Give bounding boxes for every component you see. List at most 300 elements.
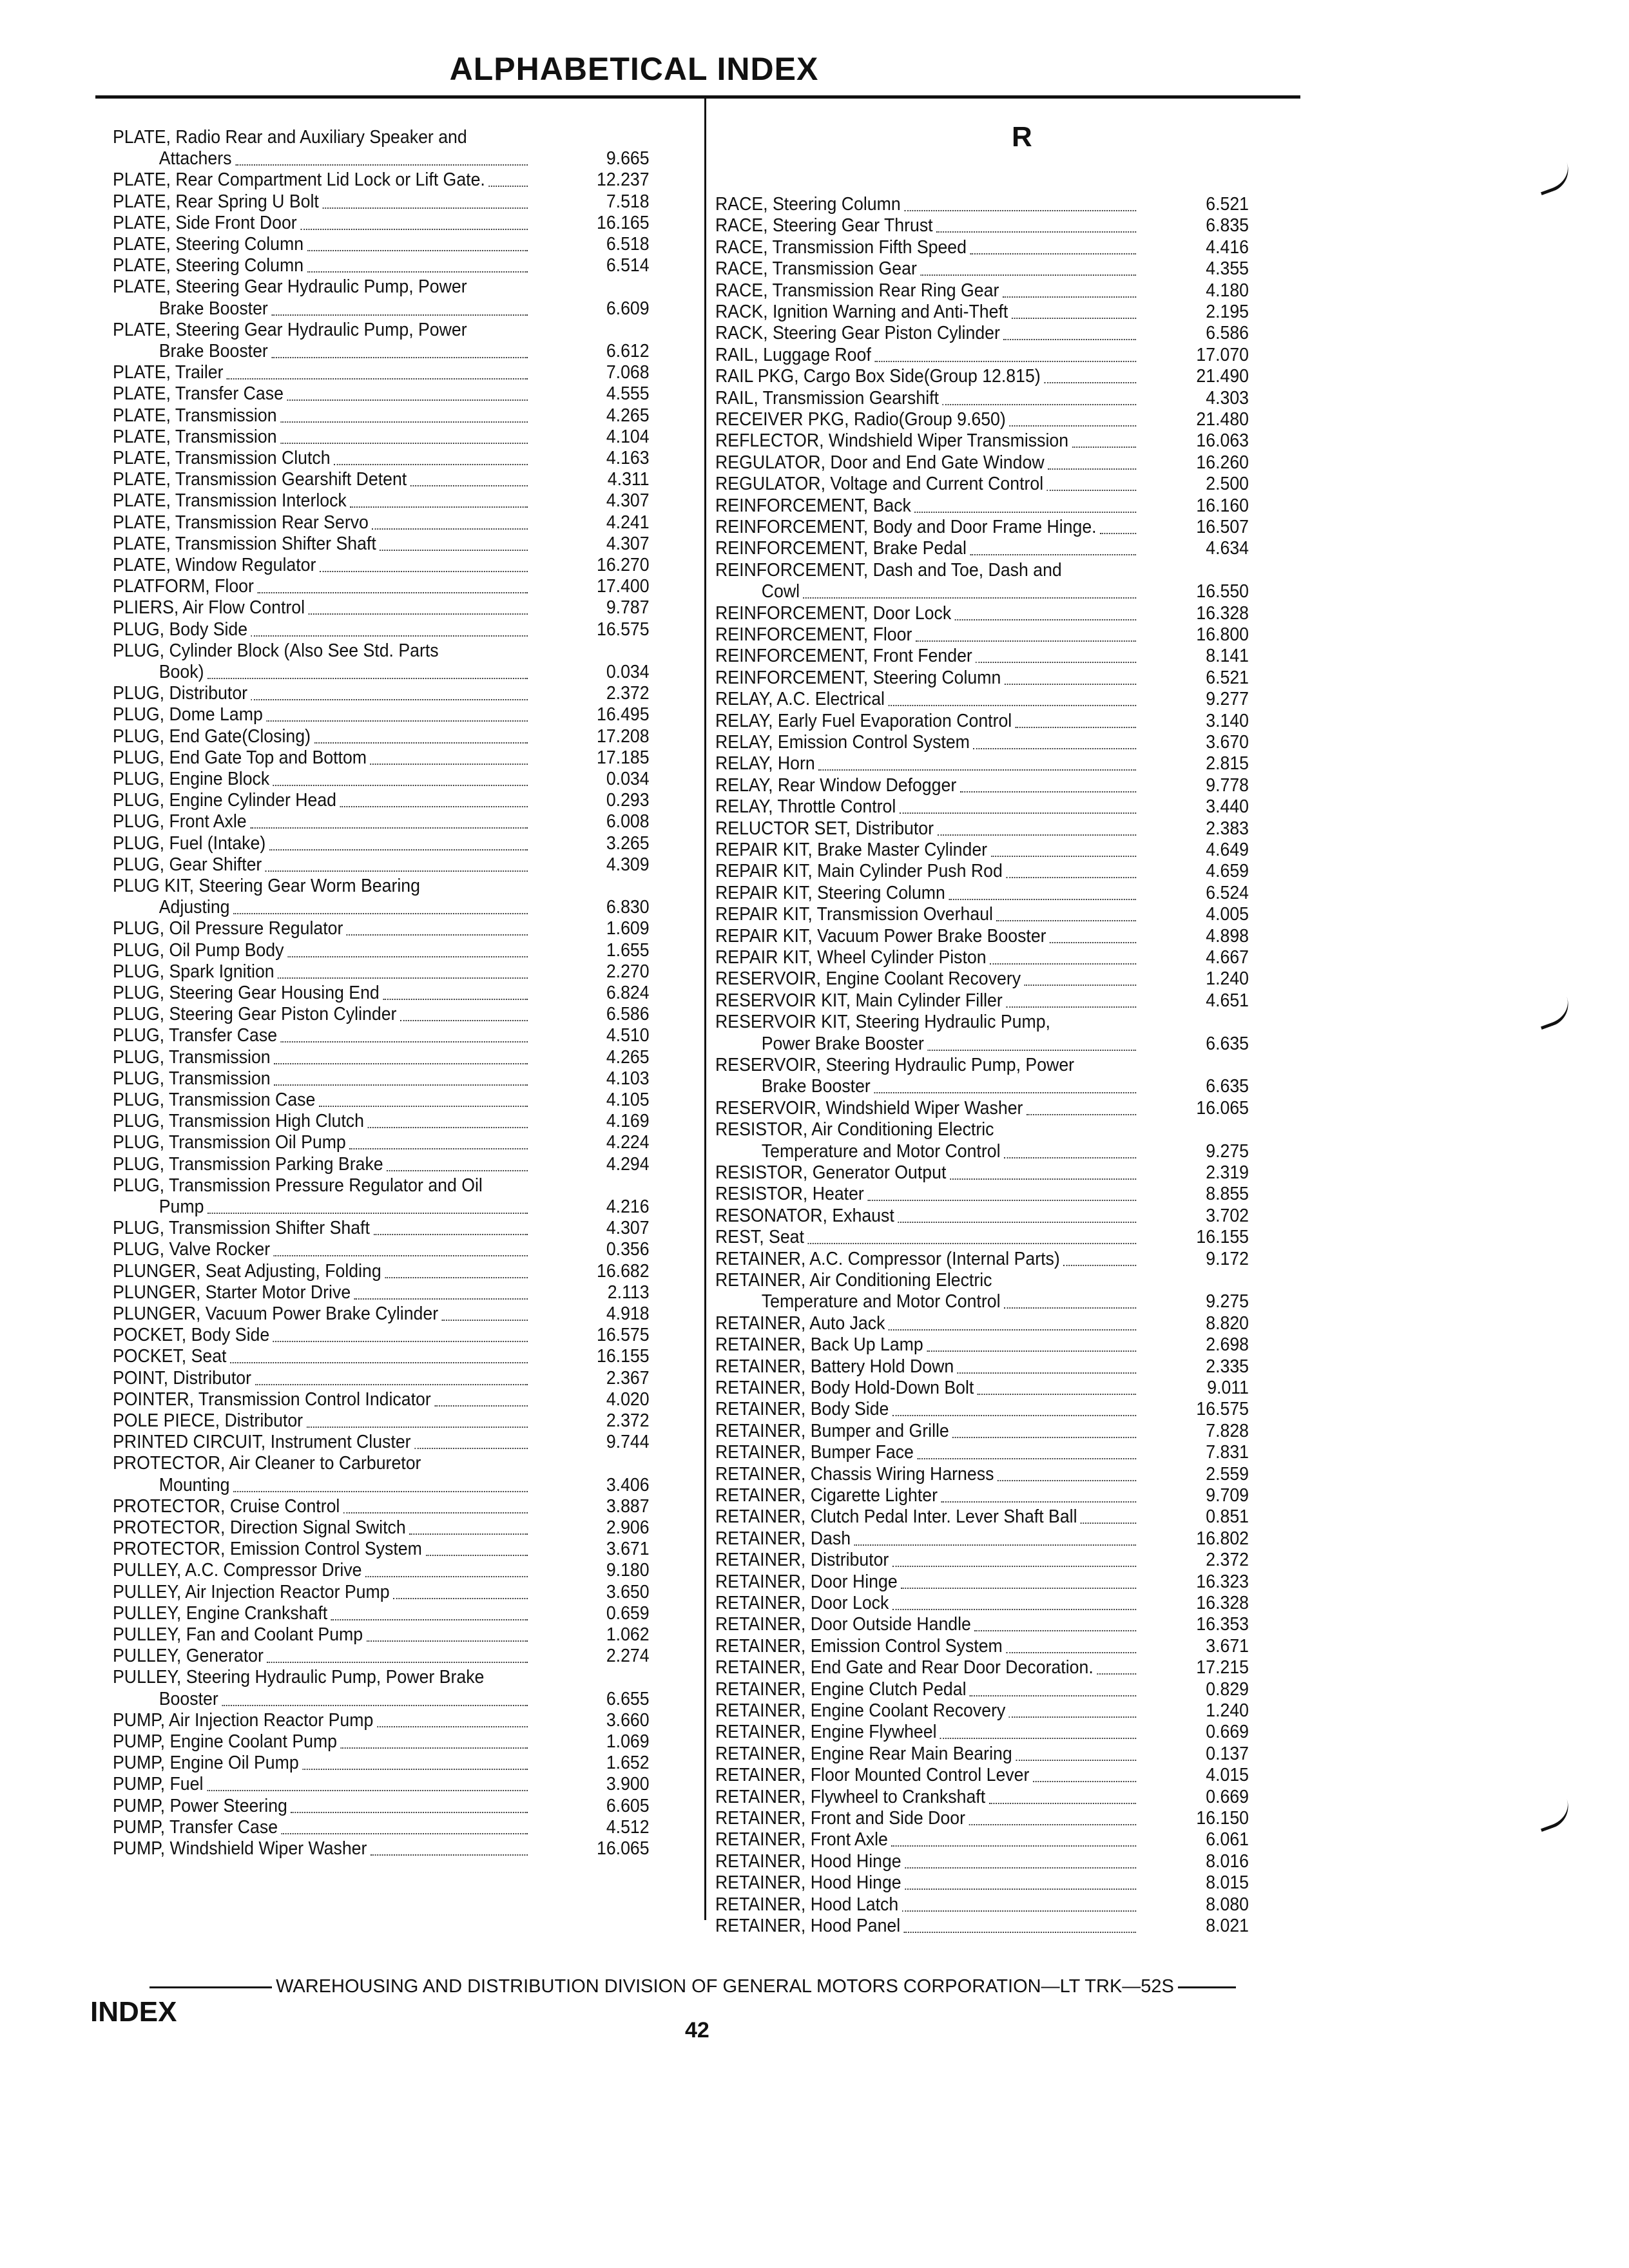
index-entry [715, 882, 1260, 904]
dot-leader [307, 1427, 528, 1428]
dot-leader [385, 1277, 528, 1278]
entry-text: RACE, Transmission Rear Ring Gear [715, 280, 999, 301]
entry-page-ref: 2.372 [1206, 1550, 1249, 1571]
entry-text: PLATE, Transfer Case [113, 383, 284, 405]
entry-page-ref: 4.651 [1206, 990, 1249, 1011]
dot-leader [1004, 1157, 1136, 1158]
entry-text: PUMP, Fuel [113, 1774, 204, 1795]
entry-page-ref: 7.828 [1206, 1420, 1249, 1441]
dot-leader [280, 421, 528, 423]
entry-page-ref: 16.328 [1196, 602, 1249, 624]
entry-page-ref: 6.655 [606, 1688, 650, 1709]
entry-text: RELAY, A.C. Electrical [715, 689, 885, 710]
entry-text: RETAINER, Engine Coolant Recovery [715, 1700, 1006, 1721]
entry-text: RAIL, Transmission Gearshift [715, 387, 939, 408]
entry-text: PLATE, Transmission Clutch [113, 448, 331, 468]
index-entry [715, 1549, 1260, 1571]
publisher-line [90, 1976, 1295, 2002]
entry-text: REINFORCEMENT, Door Lock [715, 602, 952, 624]
index-entry [113, 148, 650, 169]
entry-page-ref: 1.652 [606, 1753, 650, 1774]
entry-text: PLATE, Transmission Interlock [113, 490, 347, 512]
index-entry [715, 1613, 1260, 1635]
index-entry [715, 280, 1260, 302]
entry-page-ref: 17.185 [596, 747, 650, 768]
index-entry [715, 968, 1260, 990]
index-entry [113, 533, 650, 555]
entry-text: RETAINER, Air Conditioning Electric [715, 1270, 992, 1291]
entry-text: RELAY, Emission Control System [715, 732, 970, 753]
entry-page-ref: 6.609 [606, 298, 650, 319]
index-entry [113, 1688, 650, 1710]
entry-page-ref: 0.356 [606, 1239, 650, 1260]
index-entry [715, 1657, 1260, 1678]
entry-page-ref: 1.240 [1206, 1700, 1249, 1721]
entry-text: REINFORCEMENT, Floor [715, 624, 912, 645]
index-entry [113, 1175, 650, 1196]
entry-text: Book) [159, 662, 204, 682]
entry-page-ref: 6.586 [606, 1004, 650, 1025]
dot-leader [273, 1255, 528, 1256]
index-entry [715, 1097, 1260, 1119]
index-entry [715, 903, 1260, 925]
entry-page-ref: 0.137 [1206, 1743, 1249, 1764]
entry-text: PLUG, Front Axle [113, 811, 247, 832]
entry-page-ref: 4.216 [606, 1196, 650, 1217]
entry-text: PLUG, Engine Block [113, 769, 270, 789]
dot-leader [426, 1555, 528, 1556]
index-entry [113, 789, 650, 811]
entry-text: POCKET, Body Side [113, 1325, 270, 1346]
entry-text: PUMP, Transfer Case [113, 1816, 278, 1838]
entry-text: RETAINER, Hood Latch [715, 1894, 899, 1915]
dot-leader [1048, 468, 1136, 470]
scan-mark [1534, 997, 1575, 1030]
index-entry [715, 1528, 1260, 1550]
entry-page-ref: 2.372 [606, 1410, 650, 1431]
entry-page-ref: 4.103 [606, 1068, 650, 1089]
entry-page-ref: 9.787 [606, 597, 650, 619]
entry-page-ref: 16.495 [596, 704, 650, 726]
index-entry [113, 1324, 650, 1346]
dot-leader [1097, 1673, 1136, 1675]
entry-page-ref: 16.800 [1196, 624, 1249, 645]
entry-text: RETAINER, Door Lock [715, 1593, 889, 1613]
index-entry [113, 1838, 650, 1860]
index-entry [715, 774, 1260, 796]
dot-leader [936, 231, 1136, 233]
index-entry [715, 1269, 1260, 1291]
entry-text: REINFORCEMENT, Brake Pedal [715, 538, 967, 559]
dot-leader [331, 1619, 528, 1620]
entry-text: Booster [159, 1688, 218, 1709]
entry-page-ref: 16.575 [596, 1325, 650, 1346]
entry-text: RAIL PKG, Cargo Box Side(Group 12.815) [715, 366, 1041, 387]
entry-text: Attachers [159, 148, 232, 169]
entry-page-ref: 3.671 [1206, 1635, 1249, 1657]
index-entry [113, 597, 650, 619]
entry-page-ref: 16.575 [1196, 1399, 1249, 1420]
entry-page-ref: 8.015 [1206, 1872, 1249, 1894]
entry-text: RETAINER, Flywheel to Crankshaft [715, 1786, 986, 1807]
entry-text: PULLEY, Generator [113, 1646, 264, 1667]
entry-text: REPAIR KIT, Vacuum Power Brake Booster [715, 925, 1046, 947]
dot-leader [1045, 382, 1137, 383]
entry-text: PLUG, Steering Gear Piston Cylinder [113, 1004, 397, 1025]
footer-rule-left [149, 1986, 272, 1988]
index-entry [715, 753, 1260, 774]
entry-text: RETAINER, Bumper Face [715, 1442, 914, 1463]
dot-leader [1007, 877, 1136, 878]
index-entry [113, 1068, 650, 1090]
index-entry [715, 1356, 1260, 1378]
dot-leader [952, 1437, 1136, 1438]
entry-text: RETAINER, A.C. Compressor (Internal Parts) [715, 1248, 1060, 1269]
entry-text: RACE, Transmission Gear [715, 258, 917, 280]
index-entry [113, 1666, 650, 1688]
dot-leader [1003, 339, 1136, 340]
index-entry [715, 344, 1260, 366]
entry-page-ref: 2.113 [607, 1282, 650, 1303]
dot-leader [905, 1867, 1136, 1869]
entry-page-ref: 6.518 [606, 234, 650, 255]
index-entry [113, 682, 650, 704]
entry-page-ref: 4.265 [606, 1046, 650, 1068]
entry-page-ref: 4.512 [606, 1816, 650, 1838]
dot-leader [949, 899, 1136, 900]
index-entry [113, 1389, 650, 1410]
dot-leader [955, 619, 1137, 620]
entry-page-ref: 4.355 [1206, 258, 1249, 280]
index-entry [113, 1452, 650, 1474]
dot-leader [442, 1320, 528, 1321]
publisher-text: WAREHOUSING AND DISTRIBUTION DIVISION OF GENERAL MOTORS CORPORATION—LT TRK—52S [276, 1976, 1174, 1997]
dot-leader [274, 1084, 528, 1086]
entry-text: PLUG, Transmission High Clutch [113, 1111, 364, 1132]
entry-text: REINFORCEMENT, Body and Door Frame Hinge. [715, 517, 1097, 537]
entry-page-ref: 1.062 [606, 1624, 650, 1645]
index-entry [715, 860, 1260, 882]
dot-leader [302, 1769, 528, 1770]
entry-page-ref: 9.011 [1207, 1378, 1249, 1398]
dot-leader [370, 764, 528, 765]
index-entry [113, 939, 650, 961]
entry-page-ref: 16.150 [1196, 1808, 1249, 1829]
entry-text: RESERVOIR, Windshield Wiper Washer [715, 1097, 1023, 1119]
entry-text: PLUG, Steering Gear Housing End [113, 983, 380, 1003]
entry-text: RETAINER, Floor Mounted Control Lever [715, 1765, 1030, 1786]
dot-leader [227, 378, 528, 380]
entry-page-ref: 4.104 [606, 426, 650, 447]
entry-text: REPAIR KIT, Steering Column [715, 882, 945, 903]
index-entry [715, 1786, 1260, 1808]
index-entry [113, 704, 650, 726]
dot-leader [950, 1178, 1136, 1180]
dot-leader [1063, 1265, 1136, 1266]
index-entry [113, 340, 650, 362]
entry-page-ref: 2.195 [1206, 302, 1249, 322]
dot-leader [978, 1394, 1137, 1395]
entry-text: PLATFORM, Floor [113, 576, 254, 597]
dot-leader [957, 1372, 1136, 1374]
entry-page-ref: 6.635 [1206, 1033, 1249, 1054]
index-entry [113, 1196, 650, 1218]
entry-page-ref: 6.605 [606, 1795, 650, 1816]
entry-page-ref: 3.406 [606, 1474, 650, 1495]
index-entry [113, 1538, 650, 1560]
index-entry [715, 1829, 1260, 1850]
dot-leader [970, 1695, 1137, 1696]
entry-page-ref: 2.367 [606, 1367, 650, 1389]
dot-leader [970, 253, 1137, 255]
entry-page-ref: 4.634 [1206, 538, 1249, 559]
dot-leader [808, 1243, 1137, 1244]
index-entry [113, 896, 650, 918]
entry-page-ref: 9.172 [1206, 1248, 1249, 1269]
dot-leader [904, 1932, 1137, 1933]
entry-page-ref: 4.163 [606, 448, 650, 468]
entry-page-ref: 16.260 [1196, 452, 1249, 473]
dot-leader [278, 977, 528, 979]
dot-leader [942, 404, 1136, 405]
entry-text: Brake Booster [159, 298, 268, 319]
index-entry [113, 447, 650, 469]
entry-page-ref: 2.906 [606, 1517, 650, 1538]
entry-text: RACE, Steering Gear Thrust [715, 215, 933, 236]
index-entry [715, 1764, 1260, 1786]
index-entry [715, 818, 1260, 840]
entry-page-ref: 2.274 [606, 1646, 650, 1667]
index-entry [113, 1131, 650, 1153]
entry-text: PLATE, Radio Rear and Auxiliary Speaker and [113, 127, 467, 148]
entry-page-ref: 4.307 [606, 1218, 650, 1239]
page-title: ALPHABETICAL INDEX [449, 51, 819, 87]
index-entry [715, 990, 1260, 1012]
dot-leader [973, 748, 1136, 749]
entry-page-ref: 16.353 [1196, 1614, 1249, 1635]
entry-page-ref: 4.309 [606, 854, 650, 875]
entry-text: RETAINER, Hood Panel [715, 1916, 901, 1936]
entry-page-ref: 16.065 [1196, 1097, 1249, 1119]
index-entry [113, 1238, 650, 1260]
entry-page-ref: 2.698 [1206, 1334, 1249, 1356]
dot-leader [265, 870, 528, 872]
entry-page-ref: 12.237 [596, 169, 650, 191]
entry-text: PUMP, Engine Coolant Pump [113, 1731, 338, 1752]
entry-page-ref: 21.480 [1196, 409, 1249, 430]
entry-text: PLATE, Rear Compartment Lid Lock or Lift Gate. [113, 169, 485, 191]
entry-page-ref: 2.319 [1206, 1162, 1249, 1183]
entry-page-ref: 9.709 [1206, 1485, 1249, 1506]
entry-text: PLUG, Fuel (Intake) [113, 832, 266, 854]
dot-leader [380, 550, 528, 551]
index-entry [113, 982, 650, 1004]
entry-page-ref: 7.518 [606, 191, 650, 212]
entry-text: PLUNGER, Vacuum Power Brake Cylinder [113, 1303, 439, 1324]
dot-leader [383, 999, 528, 1000]
entry-text: PLUG, Body Side [113, 619, 248, 640]
entry-page-ref: 8.855 [1206, 1184, 1249, 1205]
entry-page-ref: 2.500 [1206, 474, 1249, 495]
dot-leader [1072, 447, 1136, 448]
entry-text: RETAINER, Hood Hinge [715, 1872, 901, 1894]
dot-leader [976, 662, 1136, 663]
entry-page-ref: 2.270 [606, 961, 650, 982]
index-entry [113, 255, 650, 276]
entry-text: RESERVOIR, Engine Coolant Recovery [715, 968, 1021, 990]
dot-leader [410, 485, 528, 486]
dot-leader [803, 597, 1136, 599]
entry-page-ref: 6.835 [1206, 215, 1249, 236]
index-entry [113, 233, 650, 255]
entry-text: PLUG, Valve Rocker [113, 1239, 271, 1260]
index-entry [113, 1089, 650, 1111]
index-entry [715, 1205, 1260, 1227]
column-divider [704, 98, 706, 1920]
index-entry [715, 1119, 1260, 1140]
dot-leader [266, 720, 528, 722]
entry-text: PULLEY, Steering Hydraulic Pump, Power Brake [113, 1667, 485, 1688]
dot-leader [1007, 1006, 1136, 1008]
entry-text: RELUCTOR SET, Distributor [715, 818, 934, 839]
index-entry [715, 1291, 1260, 1312]
entry-page-ref: 16.155 [596, 1346, 650, 1367]
entry-page-ref: 2.815 [1206, 753, 1249, 774]
dot-leader [892, 1566, 1136, 1567]
entry-text: Cowl [761, 581, 800, 602]
index-entry [715, 1463, 1260, 1485]
dot-leader [267, 1662, 528, 1663]
dot-leader [990, 963, 1136, 965]
dot-leader [1003, 296, 1136, 298]
entry-text: PLUNGER, Starter Motor Drive [113, 1282, 351, 1303]
dot-leader [309, 613, 528, 615]
dot-leader [414, 1448, 528, 1449]
entry-page-ref: 0.034 [606, 769, 650, 789]
dot-leader [938, 834, 1136, 836]
dot-leader [889, 1329, 1137, 1331]
dot-leader [991, 856, 1136, 857]
index-entry [113, 619, 650, 640]
index-entry [715, 1226, 1260, 1248]
entry-text: RACK, Steering Gear Piston Cylinder [715, 323, 1000, 344]
entry-text: RETAINER, Engine Flywheel [715, 1722, 937, 1743]
index-entry [715, 516, 1260, 538]
entry-text: POINTER, Transmission Control Indicator [113, 1389, 431, 1410]
entry-page-ref: 3.670 [1206, 732, 1249, 753]
entry-text: Temperature and Motor Control [761, 1291, 1001, 1312]
entry-text: PUMP, Windshield Wiper Washer [113, 1838, 367, 1859]
entry-text: PLATE, Transmission [113, 426, 277, 447]
entry-text: RETAINER, Engine Clutch Pedal [715, 1678, 967, 1700]
entry-page-ref: 0.851 [1206, 1506, 1249, 1528]
index-entry [113, 1773, 650, 1795]
entry-text: RELAY, Rear Window Defogger [715, 774, 957, 796]
index-entry [113, 1003, 650, 1025]
index-entry [113, 1602, 650, 1624]
entry-page-ref: 6.524 [1206, 882, 1249, 903]
dot-leader [367, 1640, 528, 1642]
scan-mark [1534, 162, 1575, 195]
entry-page-ref: 4.659 [1206, 861, 1249, 882]
entry-text: RAIL, Luggage Roof [715, 344, 871, 365]
entry-text: Brake Booster [761, 1076, 871, 1097]
entry-text: Brake Booster [159, 341, 268, 361]
dot-leader [301, 229, 528, 230]
entry-text: PLATE, Transmission Rear Servo [113, 512, 369, 533]
entry-text: PLUG, Gear Shifter [113, 854, 262, 875]
dot-leader [340, 806, 528, 807]
index-entry [715, 581, 1260, 602]
index-entry [715, 667, 1260, 689]
entry-text: RETAINER, Body Side [715, 1399, 889, 1420]
dot-leader [272, 357, 528, 358]
entry-text: RACE, Transmission Fifth Speed [715, 236, 967, 258]
dot-leader [1005, 684, 1136, 685]
index-entry [113, 575, 650, 597]
entry-page-ref: 0.034 [606, 662, 650, 682]
index-entry [113, 1816, 650, 1838]
entry-page-ref: 3.660 [606, 1709, 650, 1731]
dot-leader [393, 1598, 528, 1599]
entry-page-ref: 6.008 [606, 811, 650, 832]
index-entry [113, 1431, 650, 1453]
entry-text: Adjusting [159, 897, 230, 918]
index-entry [715, 1592, 1260, 1614]
entry-text: PLUG, Transmission Parking Brake [113, 1153, 383, 1175]
index-entry [715, 796, 1260, 818]
dot-leader [941, 1501, 1137, 1503]
index-entry [113, 1645, 650, 1667]
dot-leader [902, 1910, 1136, 1912]
entry-page-ref: 4.307 [606, 490, 650, 512]
dot-leader [387, 1170, 528, 1171]
entry-page-ref: 6.521 [1206, 667, 1249, 688]
entry-text: RETAINER, Auto Jack [715, 1312, 885, 1334]
entry-text: RESERVOIR KIT, Main Cylinder Filler [715, 990, 1003, 1011]
index-entry [715, 645, 1260, 667]
dot-leader [996, 920, 1136, 921]
entry-text: RELAY, Early Fuel Evaporation Control [715, 710, 1012, 731]
entry-text: PLUG, Transmission Case [113, 1090, 316, 1110]
entry-page-ref: 8.080 [1206, 1894, 1249, 1915]
entry-page-ref: 4.416 [1206, 236, 1249, 258]
index-entry [715, 1506, 1260, 1528]
entry-text: PLUG, Transmission Shifter Shaft [113, 1218, 370, 1239]
index-entry [113, 1474, 650, 1496]
entry-page-ref: 4.169 [606, 1111, 650, 1132]
index-entry [113, 875, 650, 897]
index-entry [715, 1033, 1260, 1055]
dot-leader [854, 1544, 1136, 1546]
entry-text: PLUG, Transmission [113, 1068, 271, 1089]
entry-text: PLUG, Oil Pressure Regulator [113, 918, 343, 939]
dot-leader [1016, 727, 1137, 728]
entry-text: RETAINER, Front Axle [715, 1829, 888, 1850]
index-entry [113, 426, 650, 448]
index-entry [113, 640, 650, 662]
dot-leader [891, 1845, 1136, 1847]
entry-page-ref: 2.335 [1206, 1356, 1249, 1377]
entry-text: RETAINER, Back Up Lamp [715, 1334, 923, 1356]
entry-page-ref: 4.241 [606, 512, 650, 533]
header-rule [95, 95, 1300, 99]
entry-text: PROTECTOR, Direction Signal Switch [113, 1517, 406, 1538]
index-entry [715, 1571, 1260, 1593]
dot-leader [1007, 1652, 1136, 1653]
dot-leader [281, 1833, 528, 1834]
entry-page-ref: 3.671 [606, 1539, 650, 1560]
